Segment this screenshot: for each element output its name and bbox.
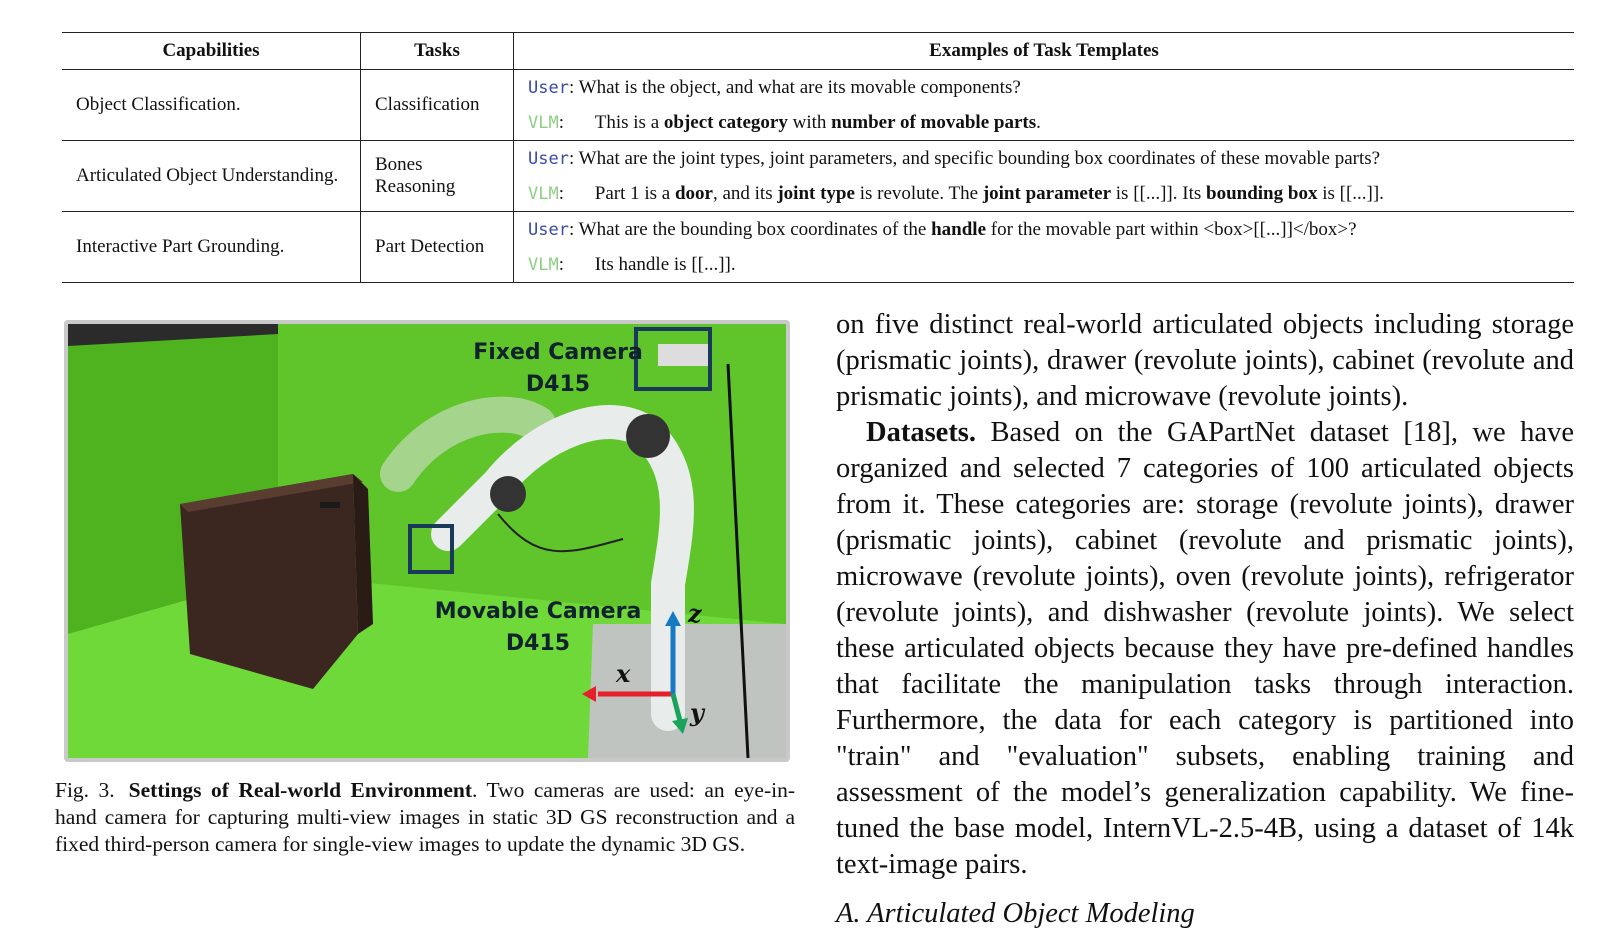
vlm-speaker: VLM — [528, 113, 559, 133]
user-text: : What is the object, and what are its movable components? — [568, 77, 1021, 98]
section-heading: A. Articulated Object Modeling — [836, 898, 1195, 929]
vlm-line — [528, 176, 1560, 211]
vlm-text: : — [558, 254, 569, 275]
drawer-handle — [320, 502, 340, 508]
vlm-emphasis: number of movable parts — [831, 112, 1037, 133]
task-template-table — [62, 32, 1574, 283]
vlm-text: This is a — [594, 112, 664, 133]
task-cell: Part Detection — [361, 212, 514, 283]
user-speaker: User — [528, 78, 569, 98]
movable-camera-model: D415 — [505, 631, 571, 656]
fixed-camera-device — [658, 344, 708, 366]
table-row — [62, 141, 1574, 212]
vlm-emphasis: joint type — [777, 183, 855, 204]
capability-cell: Object Classification. — [62, 70, 361, 141]
user-text: : What are the joint types, joint parameters, and specific bounding box coordinates of these movable parts? — [568, 148, 1381, 169]
paragraph-text: Based on the GAPartNet dataset [18], we have organized and selected 7 categories of 100 articulated objects from it. These categories are: storage (revolute joints), drawer (prismatic joints), cabinet (revolute and prismatic joints), microwave (revolute joints), oven (revolute joints), refrigerator (revolute joints), and dishwasher (revolute joints). We select these articulated objects because they have pre-defined handles that facilitate the manipulation tasks through interaction. Furthermore, the data for each category is partitioned into "train" and "evaluation" subsets, enabling training and assessment of the model’s generalization capability. We fine-tuned the base model, InternVL-2.5-4B, using a dataset of 14k text-image pairs. — [836, 417, 1574, 880]
axis-x-label: x — [616, 659, 631, 688]
user-line — [528, 70, 1560, 105]
header-capabilities: Capabilities — [62, 33, 361, 70]
figure-caption — [55, 777, 795, 858]
photo-illustration — [68, 324, 786, 758]
user-text: for the movable part within <box>[[...]]</box>? — [986, 219, 1357, 240]
header-examples: Examples of Task Templates — [514, 33, 1575, 70]
vlm-line — [528, 105, 1560, 140]
table-header-row — [62, 33, 1574, 70]
body-text-column — [836, 307, 1574, 883]
task-cell: Classification — [361, 70, 514, 141]
movable-camera-label: Movable Camera — [434, 599, 642, 624]
user-text: : What are the bounding box coordinates of the — [568, 219, 932, 240]
capability-cell: Interactive Part Grounding. — [76, 236, 285, 257]
header-tasks: Tasks — [361, 33, 514, 70]
caption-text: . Two cameras are used: an eye-in-hand camera for capturing multi-view images in static 3D GS reconstruction and a fixed third-person camera for single-view images to update the dynamic 3D GS. — [55, 778, 795, 856]
user-emphasis: handle — [931, 219, 987, 240]
user-line — [528, 141, 1560, 176]
paragraph-lead: Datasets. — [866, 417, 977, 448]
vlm-text: is [[...]]. Its — [1111, 183, 1207, 204]
template-cell — [514, 141, 1575, 212]
axis-z-label: z — [688, 599, 702, 628]
vlm-text: is revolute. The — [854, 183, 983, 204]
user-line — [528, 212, 1560, 247]
vlm-emphasis: bounding box — [1206, 183, 1318, 204]
vlm-text: . — [1036, 112, 1041, 133]
robot-joint — [490, 476, 526, 512]
caption-title: Settings of Real-world Environment — [128, 778, 473, 802]
task-cell: Bones Reasoning — [361, 141, 514, 212]
fixed-camera-model: D415 — [525, 372, 591, 397]
user-speaker: User — [528, 149, 569, 169]
table-row — [62, 70, 1574, 141]
vlm-emphasis: joint parameter — [982, 183, 1112, 204]
caption-label: Fig. 3. — [55, 778, 115, 802]
robot-platform — [588, 624, 786, 758]
vlm-text: with — [787, 112, 832, 133]
vlm-text: is [[...]]. — [1317, 183, 1384, 204]
vlm-text: Its handle is [[...]]. — [594, 254, 736, 275]
vlm-text: : — [558, 183, 569, 204]
vlm-emphasis: door — [674, 183, 713, 204]
table-row — [62, 212, 1574, 283]
real-world-environment-photo — [64, 320, 790, 762]
paragraph-datasets — [836, 415, 1574, 883]
fixed-camera-label: Fixed Camera — [473, 340, 643, 365]
vlm-speaker: VLM — [528, 184, 559, 204]
vlm-speaker: VLM — [528, 255, 559, 275]
vlm-emphasis: object category — [663, 112, 788, 133]
vlm-text: , and its — [712, 183, 778, 204]
vlm-text: Part 1 is a — [594, 183, 675, 204]
capability-cell: Articulated Object Understanding. — [62, 141, 361, 212]
robot-joint — [626, 414, 670, 458]
vlm-text: : — [558, 112, 569, 133]
template-cell — [514, 212, 1575, 283]
paragraph: on five distinct real-world articulated objects including storage (prismatic joints), drawer (revolute joints), cabinet (revolute and prismatic joints), and microwave (revolute joints). — [836, 309, 1574, 412]
user-speaker: User — [528, 220, 569, 240]
template-cell — [514, 70, 1575, 141]
axis-y-label: y — [690, 698, 704, 727]
vlm-line — [528, 247, 1560, 282]
